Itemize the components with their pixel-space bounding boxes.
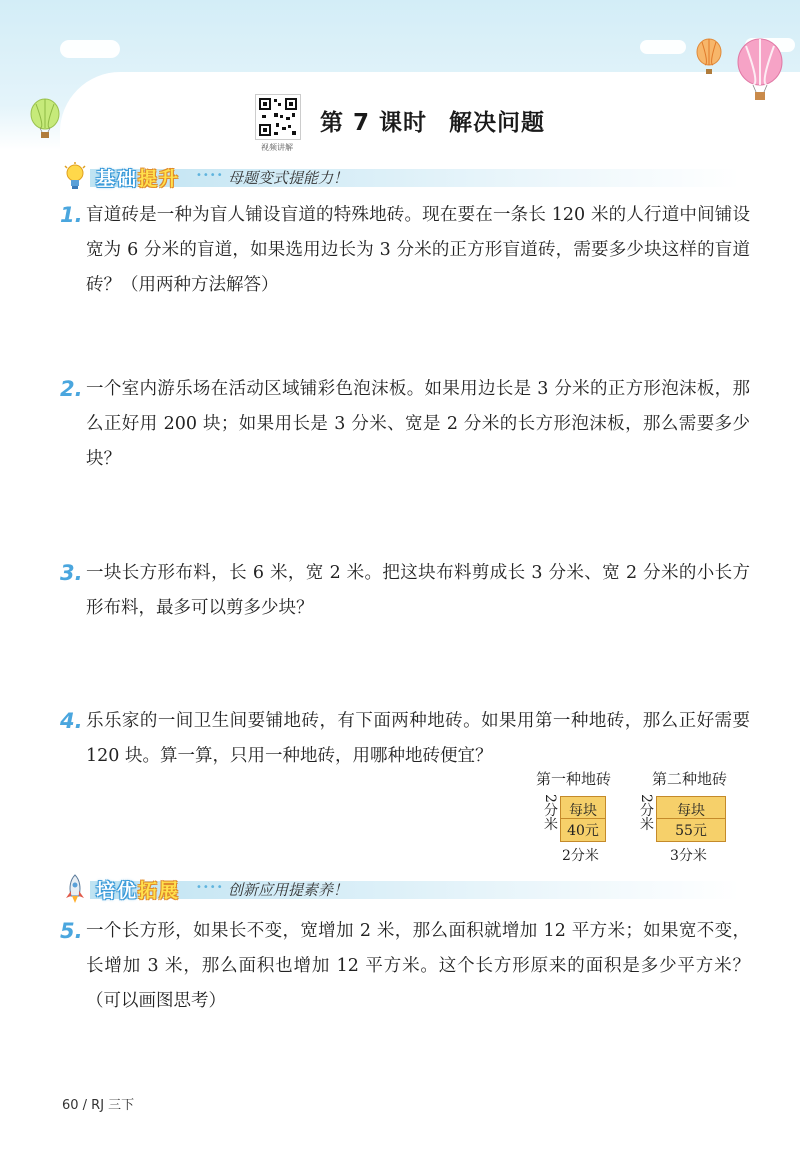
section-title-part2: 提升 [138,168,181,190]
problem-text: 一块长方形布料，长 6 米，宽 2 米。把这块布料剪成长 3 分米、宽 2 分米的小长方形布料，最多可以剪多少块？ [86,563,750,618]
balloon-icon [734,38,786,106]
cloud-decoration [60,40,120,58]
section-stripe [90,169,740,187]
qr-caption: 视频讲解 [261,143,293,152]
section-header-advanced [60,874,740,904]
problem-3 [60,556,750,626]
problem-number: 5. [60,919,83,943]
tile-price: 55元 [675,823,707,839]
problem-number: 3. [60,561,83,585]
tile-bottom-label: 2分米 [562,848,599,864]
problem-number: 4. [60,709,83,733]
balloon-icon [28,98,62,142]
section-slogan: 母题变式提能力！ [228,169,349,187]
rocket-icon [62,874,88,904]
tile-title: 第一种地砖 [536,770,612,788]
problem-text: 一个室内游乐场在活动区域铺彩色泡沫板。如果用边长是 3 分米的正方形泡沫板，那么正好用 200 块；如果用长是 3 分米、宽是 2 分米的长方形泡沫板，那么需要多少块？ [86,379,750,469]
problem-2 [60,372,750,477]
section-title [96,164,180,191]
tile-bottom-label: 3分米 [670,848,707,864]
problem-5 [60,914,750,1019]
balloon-icon [694,38,724,80]
lesson-topic: 解决问题 [449,110,546,136]
tile-divider [657,818,725,819]
tile-side-label: 2分米 [542,794,558,831]
problem-number: 2. [60,377,83,401]
tile-price: 40元 [567,823,599,839]
section-title-part1: 基础 [96,168,139,190]
tile-side-label: 2分米 [638,794,654,831]
page-title [320,104,545,137]
qr-code-icon[interactable] [255,94,301,140]
problem-text: 一个长方形，如果长不变，宽增加 2 米，那么面积就增加 12 平方米；如果宽不变，长增加 3 米，那么面积也增加 12 平方米。这个长方形原来的面积是多少平方米？（可以画图思考） [86,921,750,1011]
section-title [96,876,180,903]
problem-number: 1. [60,203,83,227]
problem-text: 盲道砖是一种为盲人铺设盲道的特殊地砖。现在要在一条长 120 米的人行道中间铺设宽为 6 分米的盲道，如果选用边长为 3 分米的正方形盲道砖，需要多少块这样的盲道砖？（用两种方法解答） [86,205,750,295]
tile-divider [561,818,605,819]
tile-first [560,796,606,842]
section-slogan: 创新应用提素养！ [228,881,349,899]
problem-4 [60,704,750,774]
tile-price-label: 每块 [569,803,597,819]
tile-diagram [534,768,754,868]
problem-text: 乐乐家的一间卫生间要铺地砖，有下面两种地砖。如果用第一种地砖，那么正好需要 120 块。算一算，只用一种地砖，用哪种地砖便宜？ [86,711,750,766]
section-stripe [90,881,740,899]
dots-decoration: •••• [196,882,224,893]
page-footer: 60 / RJ 三下 [62,1098,135,1113]
cloud-decoration [640,40,686,54]
lightbulb-icon [62,162,88,192]
dots-decoration: •••• [196,170,224,181]
problem-1 [60,198,750,303]
section-title-part2: 拓展 [138,880,181,902]
tile-title: 第二种地砖 [652,770,728,788]
section-header-basic [60,162,740,192]
lesson-number: 第 7 课时 [320,110,428,136]
tile-price-label: 每块 [677,803,705,819]
tile-second [656,796,726,842]
section-title-part1: 培优 [96,880,139,902]
